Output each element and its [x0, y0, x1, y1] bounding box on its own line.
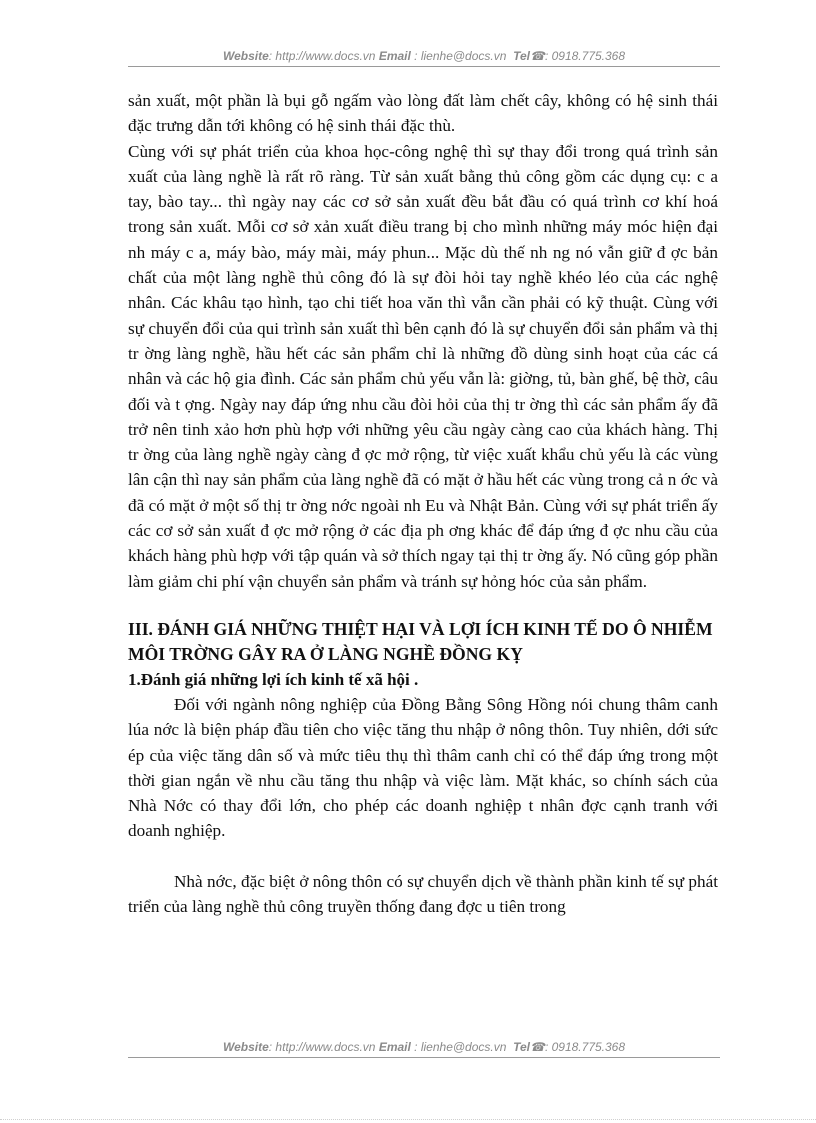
footer-tel-label: Tel: [513, 1040, 530, 1054]
section-heading: III. ĐÁNH GIÁ NHỮNG THIỆT HẠI VÀ LỢI ÍCH KINH TẾ DO Ô NHIỄM MÔI TRỜNG GÂY RA Ở LÀNG NGHỀ ĐỒNG KỴ: [128, 618, 713, 664]
header-website-label: Website: [222, 49, 269, 63]
footer-email-label: Email: [378, 1040, 411, 1054]
header-divider: [128, 66, 720, 67]
footer-website-link[interactable]: : http://www.docs.vn: [268, 1040, 376, 1054]
paragraph-4: Nhà nớc, đặc biệt ở nông thôn có sự chuyển dịch về thành phần kinh tế sự phát triển của làng nghề thủ công truyền thống đang đợc u tiên trong: [128, 871, 718, 917]
paragraph-2: Cùng với sự phát triển của khoa học-công nghệ thì sự thay đổi trong quá trình sản xuất của làng nghề là rất rõ ràng. Từ sản xuất bằng thủ công gồm các dụng cụ: c a tay, bào tay... thì ngày nay các cơ sở sản xuất đều bắt đầu có quá trình cơ khí hoá trong sản xuất. Mỗi cơ sở xản xuất điều trang bị cho mình những máy móc hiện đại nh máy c a, máy bào, máy mài, máy phun... Mặc dù thế nh ng nó vẫn giữ đ ợc bản chất của một làng nghề thủ công đó là sự đòi hỏi tay nghề khéo léo của các nghệ nhân. Các khâu tạo hình, tạo chi tiết hoa văn thì vẫn cần phải có kỹ thuật. Cùng với sự chuyển đổi của qui trình sản xuất thì bên cạnh đó là sự chuyển đổi sản phẩm và thị tr ờng làng nghề, hầu hết các sản phẩm chỉ là những đồ dùng sinh hoạt của các cá nhân và các hộ gia đình. Các sản phẩm chủ yếu vẫn là: giờng, tủ, bàn ghế, bệ thờ, câu đối và t ợng. Ngày nay đáp ứng nhu cầu đòi hỏi của thị tr ờng thì các sản phẩm ấy đã trở nên tinh xảo hơn phù hợp với những yêu cầu ngày càng cao của khách hàng. Thị tr ờng của làng nghề ngày càng đ ợc mở rộng, từ việc xuất khẩu chủ yếu là các vùng lân cận thì nay sản phẩm của làng nghề đã có mặt ở hầu hết các vùng trong cả n ớc và đã có mặt ở một số thị tr ờng nớc ngoài nh Eu và Nhật Bản. Cùng với sự phát triển ấy các cơ sở sản xuất đ ợc mở rộng ở các địa ph ơng khác để đáp ứng đ ợc nhu cầu của khách hàng phù hợp với tập quán và sở thích ngay tại thị tr ờng ấy. Nó cũng góp phần làm giảm chi phí vận chuyển sản phẩm và tránh sự hỏng hóc của sản phẩm.: [128, 141, 718, 591]
footer-divider: [128, 1057, 720, 1058]
page-edge-divider: [0, 1119, 816, 1120]
paragraph-3: Đối với ngành nông nghiệp của Đồng Bằng Sông Hồng nói chung thâm canh lúa nớc là biện pháp đầu tiên cho việc tăng thu nhập ở nông thôn. Tuy nhiên, dới sức ép của việc tăng dân số và mức tiêu thụ thì thâm canh chỉ có thể đáp ứng trong một thời gian ngắn về nhu cầu tăng thu nhập và việc làm. Mặt khác, so chính sách của Nhà Nớc có thay đổi lớn, cho phép các doanh nghiệp t nhân đợc cạnh tranh với doanh nghiệp.: [128, 694, 718, 841]
header-email-link[interactable]: : lienhe@docs.vn: [410, 49, 507, 63]
header-tel-label: Tel: [513, 49, 530, 63]
paragraph-1: sản xuất, một phần là bụi gỗ ngấm vào lòng đất làm chết cây, không có hệ sinh thái đặc trưng dẫn tới không có hệ sinh thái đặc thù.: [128, 91, 718, 136]
header-website-link[interactable]: : http://www.docs.vn: [268, 49, 376, 63]
header-tel-value: ☎: 0918.775.368: [530, 49, 626, 63]
document-body: [128, 88, 718, 919]
subsection-heading: 1.Đánh giá những lợi ích kinh tế xã hội .: [128, 669, 419, 689]
page-header: [128, 49, 720, 63]
page-footer: [128, 1040, 720, 1054]
footer-email-link[interactable]: : lienhe@docs.vn: [410, 1040, 507, 1054]
footer-tel-value: ☎: 0918.775.368: [530, 1040, 626, 1054]
footer-website-label: Website: [222, 1040, 269, 1054]
header-email-label: Email: [378, 49, 411, 63]
